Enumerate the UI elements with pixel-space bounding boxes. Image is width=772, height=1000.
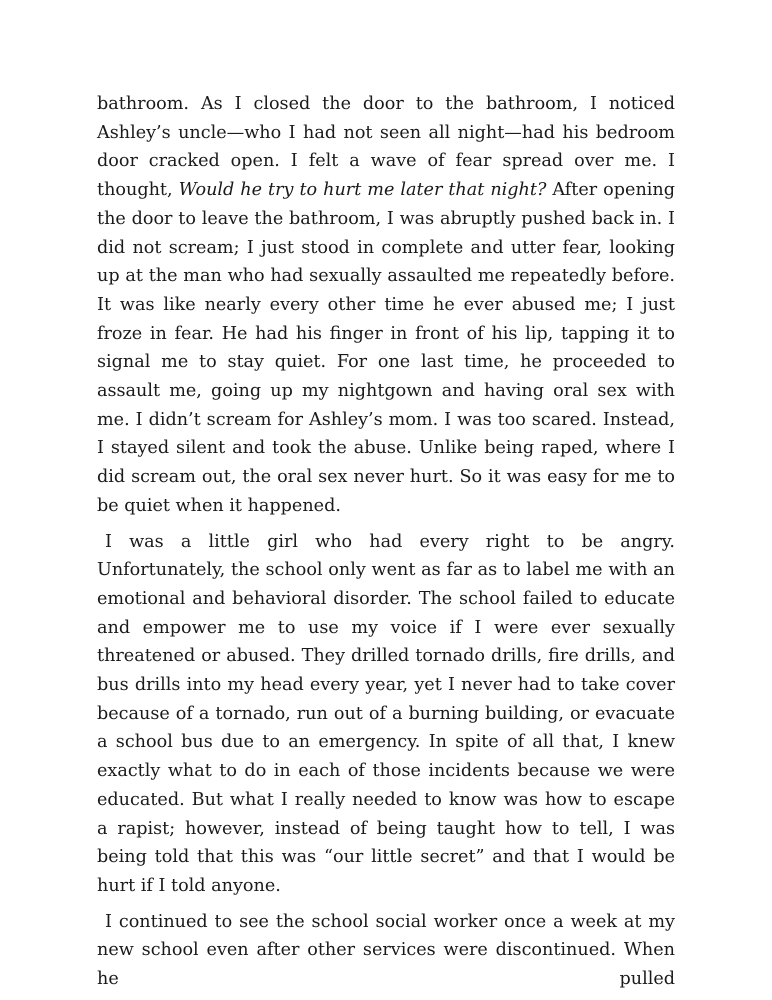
italic-thought: Would he try to hurt me later that night?: [178, 180, 547, 201]
paragraph-school-label: I was a little girl who had every right to be angry. Unfortunately, the school only went as far as to label me with an emotional and behavioral disorder. The school failed to educate and empower me to use my voice if I were ever sexually threatened or abused. They drilled tornado drills, fire drills, and bus drills into my head every year, yet I never had to take cover because of a tornado, run out of a burning building, or evacuate a school bus due to an emergency. In spite of all that, I knew exactly what to do in each of those incidents because we were educated. But what I really needed to know was how to escape a rapist; however, instead of being taught how to tell, I was being told that this was “our little secret” and that I would be hurt if I told anyone.: [97, 531, 675, 896]
paragraph-bathroom-assault: [97, 90, 675, 521]
paragraph-text-before-italic: bathroom. As I closed the door to the bathroom, I noticed Ashley’s uncle—who I had not seen all night—had his bedroom door cracked open. I felt a wave of fear spread over me. I thought,: [97, 94, 675, 201]
paragraph-social-worker: I continued to see the school social worker once a week at my new school even after other services were discontinued. When he pulled: [97, 911, 675, 990]
book-page: [97, 90, 675, 994]
paragraph-text-after-italic: After opening the door to leave the bathroom, I was abruptly pushed back in. I did not scream; I just stood in complete and utter fear, looking up at the man who had sexually assaulted me repeatedly before. It was like nearly every other time he ever abused me; I just froze in fear. He had his finger in front of his lip, tapping it to signal me to stay quiet. For one last time, he proceeded to assault me, going up my nightgown and having oral sex with me. I didn’t scream for Ashley’s mom. I was too scared. Instead, I stayed silent and took the abuse. Unlike being raped, where I did scream out, the oral sex never hurt. So it was easy for me to be quiet when it happened.: [97, 180, 675, 516]
